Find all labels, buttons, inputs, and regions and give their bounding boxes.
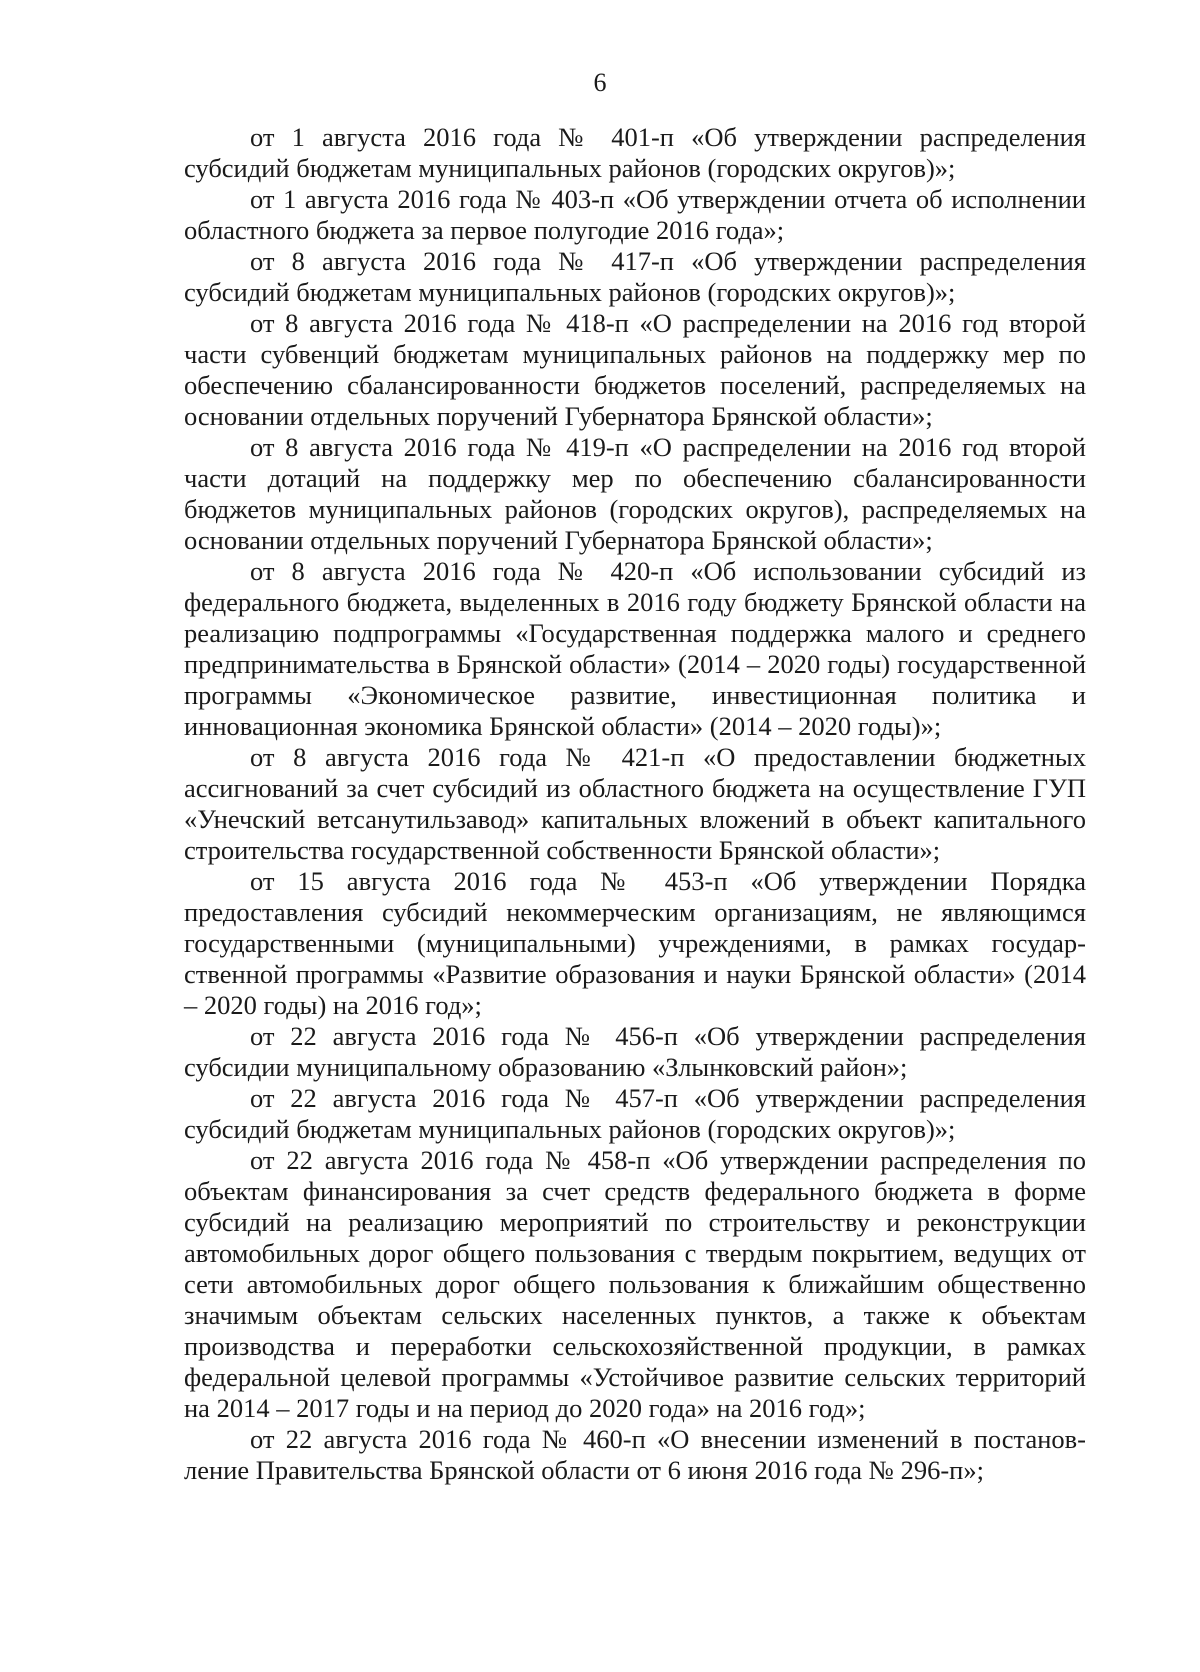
paragraph-decree-419: от 8 августа 2016 года № 419-п «О распределении на 2016 год второй части дотаций на поддержку мер по обеспечению сбалансированности бюджетов муниципальных районов (городских округов), распределяемых на основании отдельных поручений Губернатора Брянской области»; [184, 432, 1086, 555]
paragraph-decree-403: от 1 августа 2016 года № 403-п «Об утверждении отчета об исполнении областного бюджета за первое полугодие 2016 года»; [184, 184, 1086, 245]
paragraph-decree-418: от 8 августа 2016 года № 418-п «О распределении на 2016 год второй части субвенций бюджетам муниципальных районов на поддержку мер по обеспечению сбалансированности бюджетов поселений, распределяемых на основании отдельных поручений Губернатора Брянской области»; [184, 308, 1086, 431]
paragraph-decree-421: от 8 августа 2016 года № 421-п «О предоставлении бюджетных ассигнований за счет субсидий из областного бюджета на осуществление ГУП «Унечский ветсанутильзавод» капитальных вложений в объект капитального строительства государственной собственности Брянской области»; [184, 742, 1086, 865]
paragraph-decree-401: от 1 августа 2016 года № 401-п «Об утверждении распределения субсидий бюджетам муниципальных районов (городских округов)»; [184, 122, 1086, 183]
document-body [184, 122, 1086, 1486]
page-number: 6 [593, 68, 607, 97]
paragraph-decree-417: от 8 августа 2016 года № 417-п «Об утверждении распределения субсидий бюджетам муниципальных районов (городских округов)»; [184, 246, 1086, 307]
paragraph-decree-420: от 8 августа 2016 года № 420-п «Об использовании субсидий из федерального бюджета, выделенных в 2016 году бюджету Брянской области на реализацию подпрограммы «Государственная поддержка малого и среднего предпринимательства в Брянской области» (2014 – 2020 годы) государственной программы «Экономическое развитие, инвестиционная политика и инновационная экономика Брянской области» (2014 – 2020 годы)»; [184, 556, 1086, 741]
paragraph-decree-457: от 22 августа 2016 года № 457-п «Об утверждении распределения субсидий бюджетам муниципальных районов (городских округов)»; [184, 1083, 1086, 1144]
paragraph-decree-458: от 22 августа 2016 года № 458-п «Об утверждении распределения по объектам финансирования за счет средств федерального бюджета в форме субсидий на реализацию мероприятий по строительству и реконструкции автомобильных дорог общего пользования с твердым покрытием, ведущих от сети автомобильных дорог общего пользования к ближайшим общественно значимым объектам сельских населенных пунктов, а также к объектам производства и переработки сельскохозяйственной продукции, в рамках федеральной целевой программы «Устойчивое развитие сельских территорий на 2014 – 2017 годы и на период до 2020 года» на 2016 год»; [184, 1145, 1086, 1423]
paragraph-decree-456: от 22 августа 2016 года № 456-п «Об утверждении распределения субсидии муниципальному образованию «Злынковский район»; [184, 1021, 1086, 1082]
paragraph-decree-460: от 22 августа 2016 года № 460-п «О внесении изменений в постановление Правительства Брянской области от 6 июня 2016 года № 296-п»; [184, 1424, 1086, 1485]
paragraph-decree-453: от 15 августа 2016 года № 453-п «Об утверждении Порядка предоставления субсидий некоммерческим организациям, не являющимся государственными (муниципальными) учреждениями, в рамках государственной программы «Развитие образования и науки Брянской области» (2014 – 2020 годы) на 2016 год»; [184, 866, 1086, 1020]
